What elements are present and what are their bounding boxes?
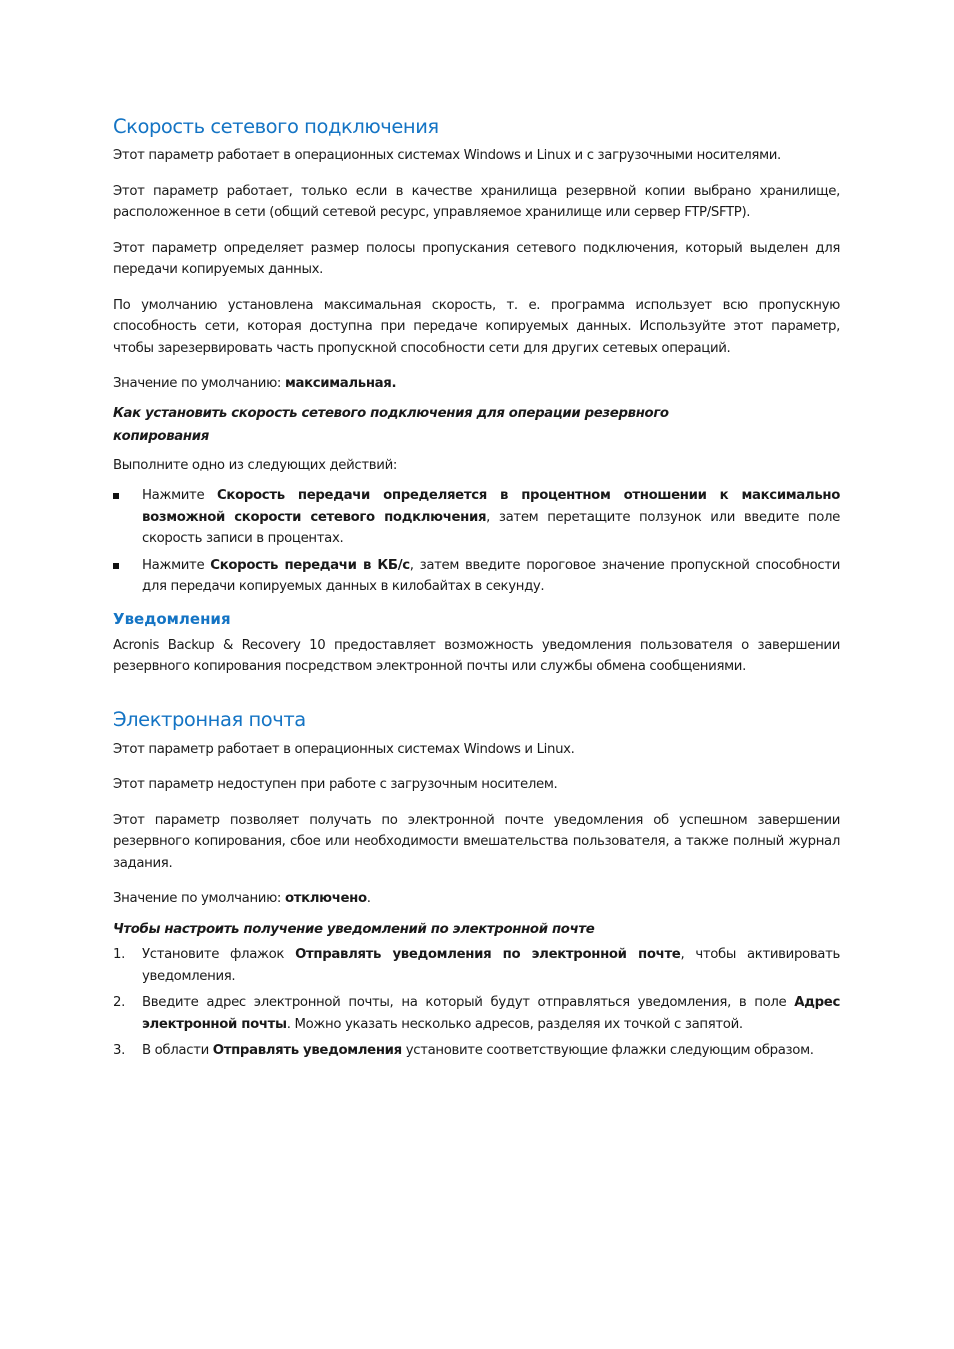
paragraph-email-description: Этот параметр позволяет получать по электронной почте уведомления об успешном завершении резервного копирования, сбое или необходимости вмешательства пользователя, а также полный журнал задания. (113, 812, 840, 871)
default-value-label: Значение по умолчанию: (113, 891, 285, 906)
paragraph-network-speed-bandwidth: Этот параметр определяет размер полосы пропускания сетевого подключения, который выделен для передачи копируемых данных. (113, 240, 840, 277)
section-heading-email: Электронная почта (113, 707, 306, 731)
paragraph-actions-intro: Выполните одно из следующих действий: (113, 457, 397, 473)
list-item: Нажмите Скорость передачи определяется в процентном отношении к максимально возможной скорости сетевого подключения, затем перетащите ползунок или введите поле скорость записи в процентах. (113, 485, 840, 550)
list-item: Нажмите Скорость передачи в КБ/с, затем введите пороговое значение пропускной способности для передачи копируемых данных в килобайтах в секунду. (113, 555, 840, 598)
paragraph-email-os: Этот параметр работает в операционных системах Windows и Linux. (113, 741, 575, 757)
ui-label-kbps-speed: Скорость передачи в КБ/с (210, 557, 410, 573)
howto-heading-line1: Как установить скорость сетевого подключения для операции резервного (113, 405, 669, 421)
ui-label-email-address: Адрес электронной почты (142, 995, 840, 1032)
section-heading-notifications: Уведомления (113, 609, 231, 628)
paragraph-network-speed-storage: Этот параметр работает, только если в качестве хранилища резервной копии выбрано хранилище, расположенное в сети (общий сетевой ресурс, управляемое хранилище или сервер FTP/SFTP). (113, 183, 840, 220)
howto-heading-email: Чтобы настроить получение уведомлений по электронной почте (113, 921, 595, 937)
action-bullet-list (113, 485, 840, 598)
step-number: 2. (113, 995, 125, 1010)
section-heading-network-speed: Скорость сетевого подключения (113, 115, 439, 138)
bullet-square-icon (113, 555, 119, 577)
email-steps-list (113, 944, 840, 1062)
step-number: 3. (113, 1043, 125, 1058)
paragraph-network-speed-default-max: По умолчанию установлена максимальная скорость, т. е. программа использует всю пропускную способность сети, которая доступна при передаче копируемых данных. Используйте этот параметр, чтобы зарезервировать часть пропускной способности сети для других сетевых операций. (113, 297, 840, 356)
howto-heading-network-speed (113, 402, 840, 449)
default-value: максимальная. (284, 376, 397, 391)
ui-label-percent-speed: Скорость передачи определяется в процентном отношении к максимально возможной скорости сетевого подключения (142, 488, 840, 525)
document-page (113, 112, 840, 1062)
default-value-line (113, 373, 840, 395)
paragraph-network-speed-os: Этот параметр работает в операционных системах Windows и Linux и с загрузочными носителями. (113, 148, 781, 163)
howto-heading-line2: копирования (113, 429, 209, 444)
default-value-label: Значение по умолчанию: (113, 376, 285, 391)
bullet-square-icon (113, 485, 119, 507)
default-value: отключено (284, 891, 367, 906)
list-item: 3. В области Отправлять уведомления установите соответствующие флажки следующим образом. (113, 1040, 840, 1062)
ui-label-send-notifications: Отправлять уведомления (212, 1043, 402, 1058)
list-item: 2. Введите адрес электронной почты, на который будут отправляться уведомления, в поле Адрес электронной почты. Можно указать несколько адресов, разделяя их точкой с запятой. (113, 992, 840, 1035)
list-item: 1. Установите флажок Отправлять уведомления по электронной почте, чтобы активировать уведомления. (113, 944, 840, 987)
default-value-line: Значение по умолчанию: отключено. (113, 891, 371, 906)
ui-label-send-email: Отправлять уведомления по электронной почте (295, 947, 681, 962)
paragraph-email-media: Этот параметр недоступен при работе с загрузочным носителем. (113, 777, 558, 792)
paragraph-notifications-intro: Acronis Backup & Recovery 10 предоставляет возможность уведомления пользователя о завершении резервного копирования посредством электронной почты или службы обмена сообщениями. (113, 637, 840, 674)
step-number: 1. (113, 947, 125, 962)
